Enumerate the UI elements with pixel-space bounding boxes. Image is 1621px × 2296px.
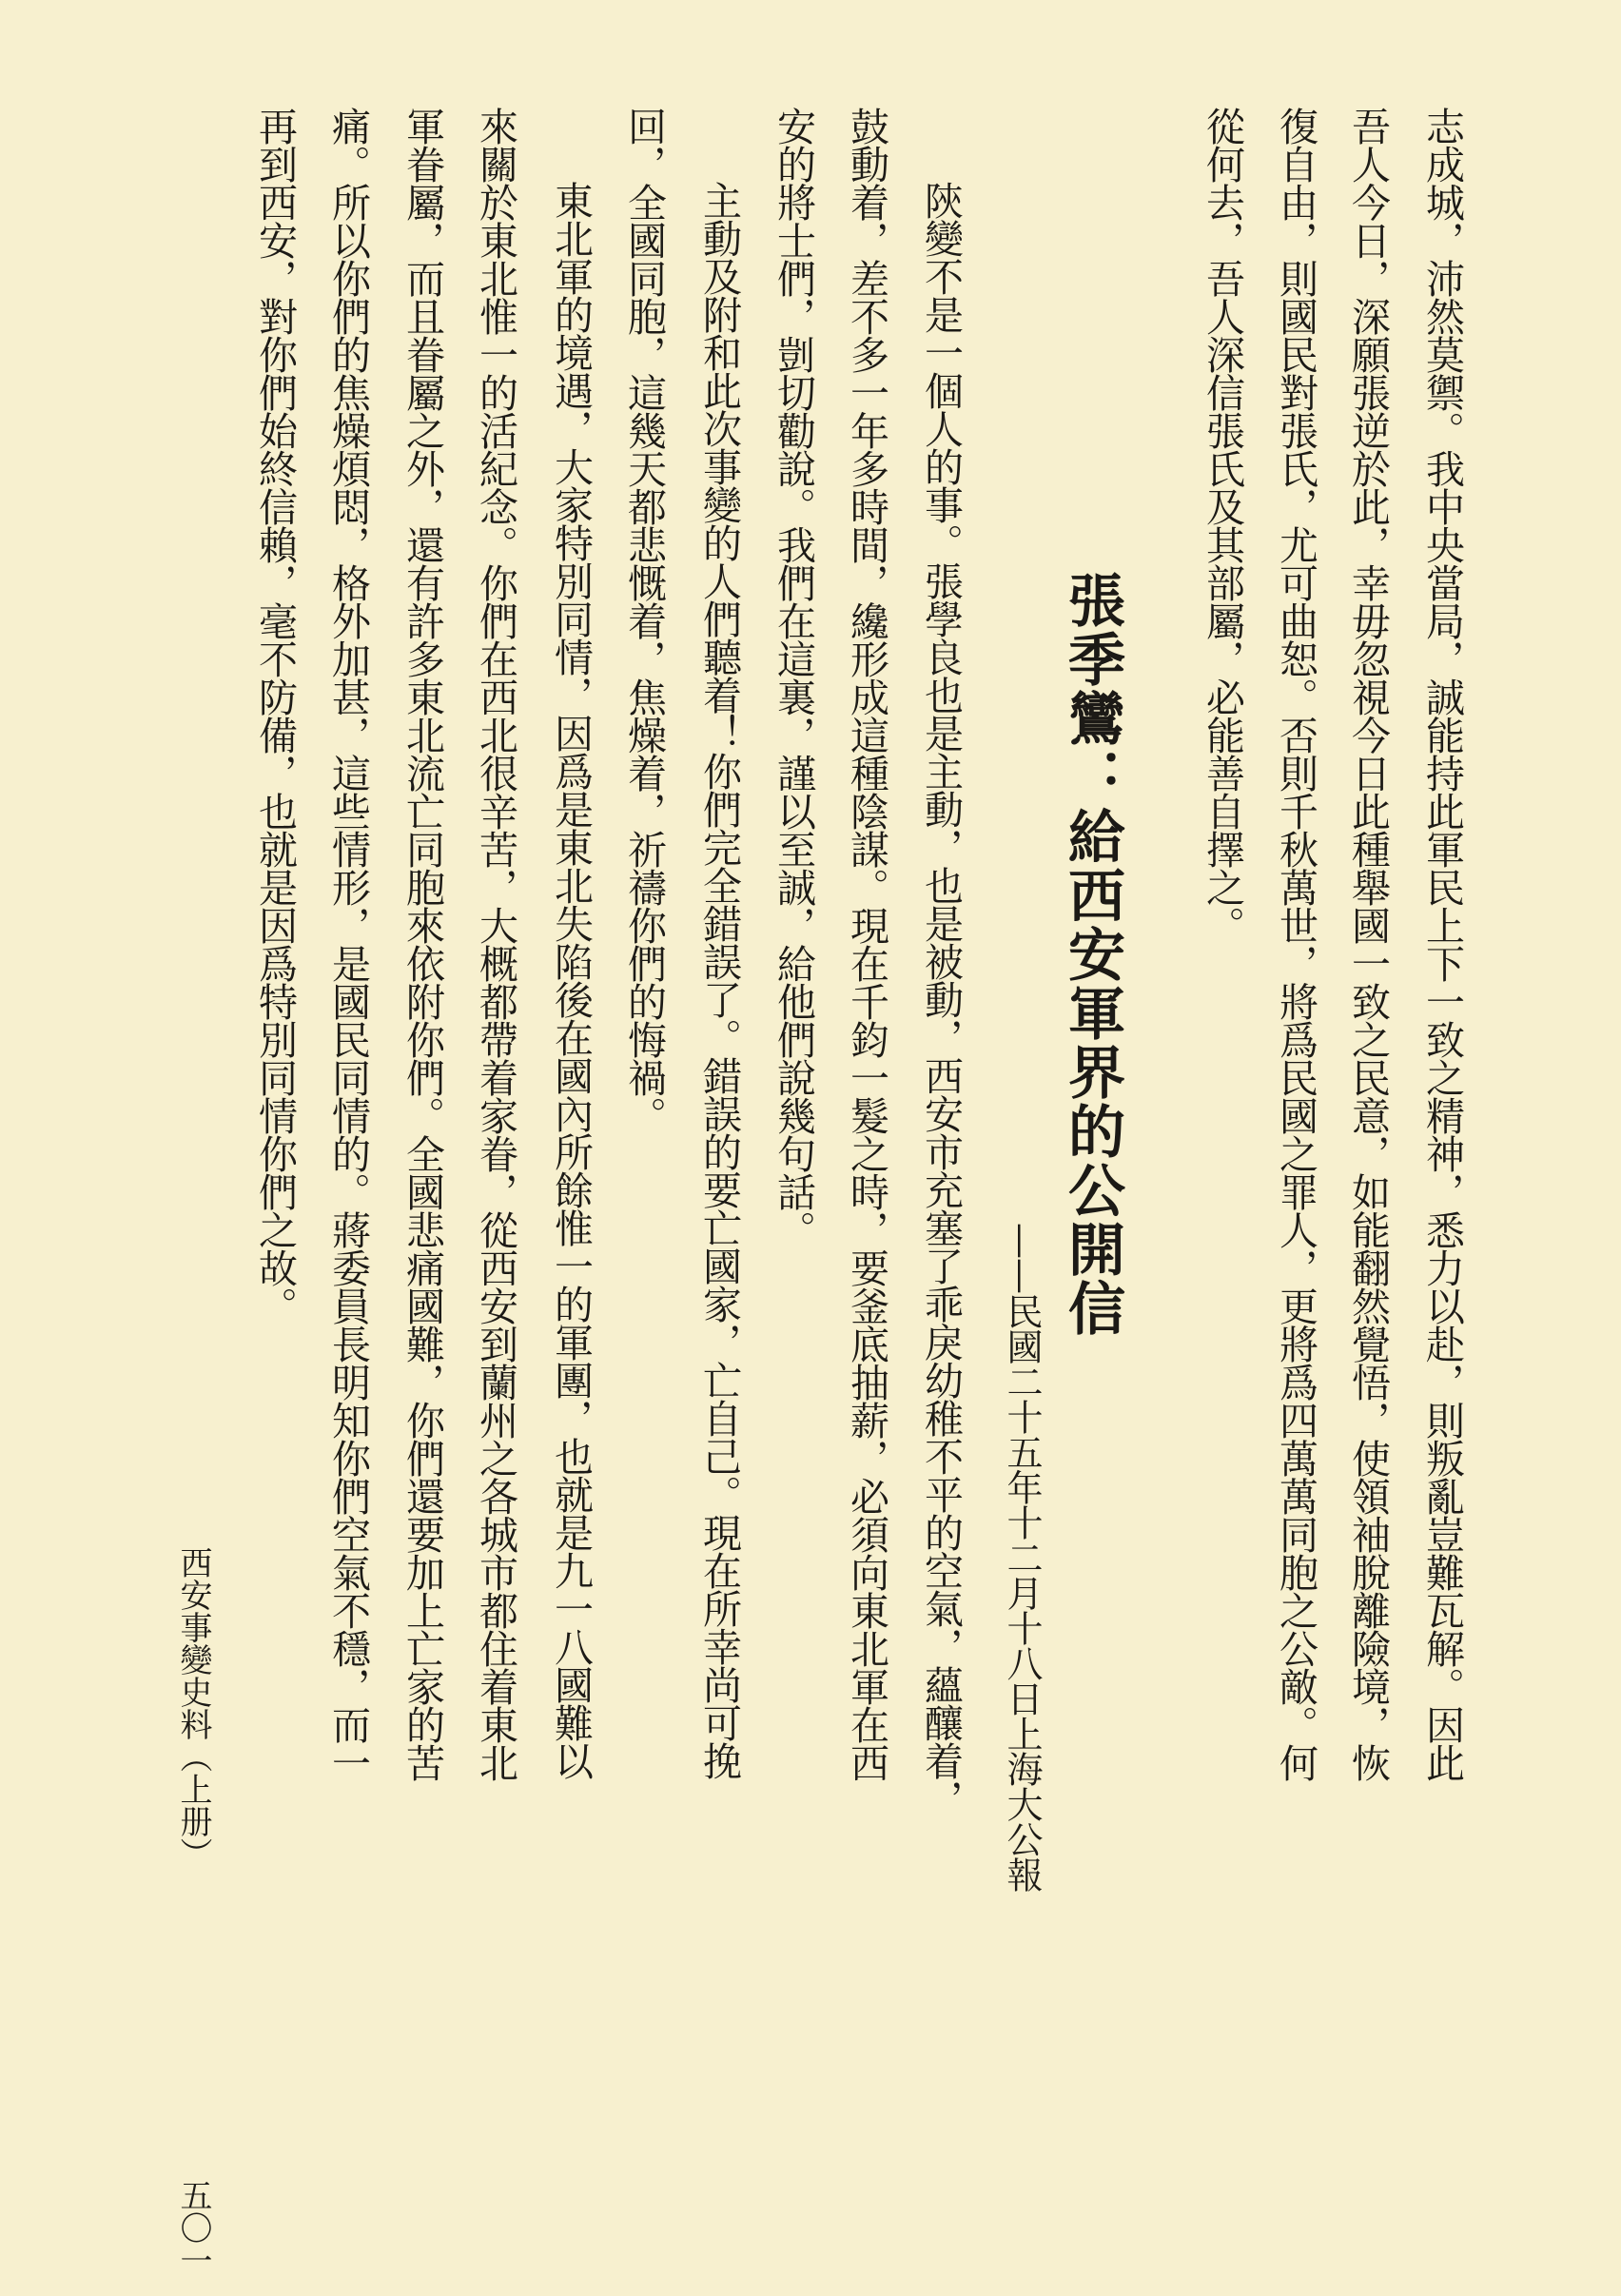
text-column: 陝變不是一個人的事。張學良也是主動，也是被動，西安市充塞了乖戾幼稚不平的空氣，蘊釀着， [918, 181, 964, 1817]
text-column: 主動及附和此次事變的人們聽着！你們完全錯誤了。錯誤的要亡國家，亡自己。現在所幸尚可挽 [696, 181, 742, 1779]
page-number: 五〇一 [174, 2179, 212, 2276]
text-column: 鼓動着，差不多一年多時間，纔形成這種陰謀。現在千鈞一髮之時，要釜底抽薪，必須向東北軍在西 [844, 107, 889, 1781]
text-column: 志成城，沛然莫禦。我中央當局，誠能持此軍民上下一致之精神，悉力以赴，則叛亂豈難瓦解。因此 [1419, 107, 1465, 1781]
text-column: 再到西安，對你們始終信賴，毫不防備，也就是因爲特別同情你們之故。 [252, 107, 298, 1325]
article-source: ——民國二十五年十二月十八日上海大公報 [1001, 1223, 1043, 1892]
article-title: 張季鸞：給西安軍界的公開信 [1059, 571, 1125, 1338]
text-column: 復自由，則國民對張氏，尤可曲恕。否則千秋萬世，將爲民國之罪人，更將爲四萬萬同胞之公敵。何 [1273, 107, 1318, 1781]
text-column: 吾人今日，深願張逆於此，幸毋忽視今日此種舉國一致之民意，如能翻然覺悟，使領袖脫離險境，恢 [1345, 107, 1391, 1781]
book-title-footer: 西安事變史料（上册） [174, 1546, 212, 1870]
text-column: 痛。所以你們的焦燥煩悶，格外加甚，這些情形，是國民同情的。蔣委員長明知你們空氣不穩，而一 [325, 107, 371, 1781]
text-column: 安的將士們，剴切勸說。我們在這裏，謹以至誠，給他們說幾句話。 [771, 107, 816, 1248]
text-column: 軍眷屬，而且眷屬之外，還有許多東北流亡同胞來依附你們。全國悲痛國難，你們還要加上亡家的苦 [400, 107, 445, 1781]
text-column: 從何去，吾人深信張氏及其部屬，必能善自擇之。 [1200, 107, 1245, 944]
text-column: 來關於東北惟一的活紀念。你們在西北很辛苦，大概都帶着家眷，從西安到蘭州之各城市都住着東北 [473, 107, 518, 1781]
text-column: 東北軍的境遇，大家特別同情，因爲是東北失陷後在國內所餘惟一的軍團，也就是九一八國難以 [548, 181, 594, 1779]
text-column: 回，全國同胞，這幾天都悲慨着，焦燥着，祈禱你們的悔禍。 [621, 107, 667, 1134]
